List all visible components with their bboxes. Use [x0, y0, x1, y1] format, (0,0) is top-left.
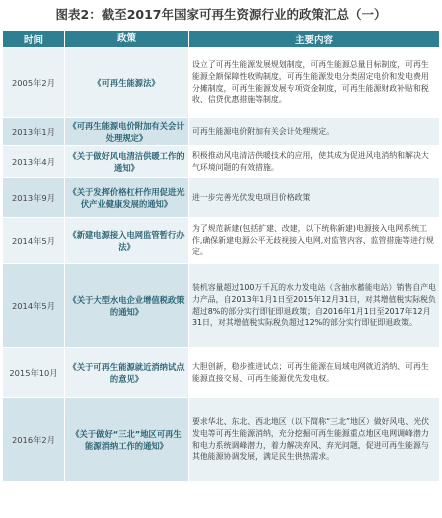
table-row	[3, 48, 440, 118]
row-policy: 《关于做好“三北”地区可再生能源消纳工作的通知》	[65, 398, 189, 482]
page-title: 图表2：截至2017年国家可再生资源行业的政策汇总（一）	[55, 7, 387, 22]
row-content: 设立了可再生能源发展规划制度，可再生能源总量目标制度，可再生能源全额保障性收购制度，可再生能源发电分类固定电价和发电费用分摊制度，可再生能源发展专项资金制度，可再生能源财政补贴和税收、信贷优惠措施等制度。	[189, 48, 440, 118]
row-time: 2013年4月	[3, 146, 65, 178]
row-content: 装机容量超过100万千瓦的水力发电站（含抽水蓄能电站）销售自产电力产品，自2013年1月1日至2015年12月31日，对其增值税实际税负超过8%的部分实行即征即退政策；自2016年1月1日至2017年12月31日，对其增值税实际税负超过12%的部分实行即征即退政策。	[189, 264, 440, 348]
table-row	[3, 118, 440, 146]
table-row	[3, 178, 440, 218]
policy-table	[2, 30, 440, 482]
row-time: 2014年5月	[3, 218, 65, 264]
table-row	[3, 264, 440, 348]
row-content: 大胆创新，稳步推进试点；可再生能源在局域电网就近消纳、可再生能源直接交易、可再生能源优先发电权。	[189, 348, 440, 398]
row-time: 2005年2月	[3, 48, 65, 118]
table-header-row	[3, 31, 440, 48]
row-policy: 《可再生能源法》	[65, 48, 189, 118]
header-policy: 政策	[65, 31, 189, 48]
row-time: 2013年1月	[3, 118, 65, 146]
row-time: 2015年10月	[3, 348, 65, 398]
table-row	[3, 218, 440, 264]
row-content: 要求华北、东北、西北地区（以下简称“三北”地区）做好风电、光伏发电等可再生能源消纳，充分挖掘可再生能源重点地区电网调峰潜力和电力系统调峰潜力，着力解决弃风、弃光问题，促进可再生能源与其他能源协调发展，满足民生供热需求。	[189, 398, 440, 482]
row-policy: 《可再生能源电价附加有关会计处理规定》	[65, 118, 189, 146]
row-content: 进一步完善光伏发电项目价格政策	[189, 178, 440, 218]
row-policy: 《关于发挥价格杠杆作用促进光伏产业健康发展的通知》	[65, 178, 189, 218]
table-row	[3, 146, 440, 178]
table-row	[3, 348, 440, 398]
header-content: 主要内容	[189, 31, 440, 48]
row-policy: 《新建电源接入电网监管暂行办法》	[65, 218, 189, 264]
row-time: 2013年9月	[3, 178, 65, 218]
row-content: 积极推动风电清洁供暖技术的应用，使其成为促进风电消纳和解决大气环境问题的有效措施。	[189, 146, 440, 178]
row-policy: 《关于做好风电清洁供暖工作的通知》	[65, 146, 189, 178]
row-time: 2014年5月	[3, 264, 65, 348]
row-content: 为了规范新建(包括扩建、改建，以下统称新建)电源接入电网系统工作,确保新建电源公平无歧视接入电网,对监管内容、监管措施等进行规定。	[189, 218, 440, 264]
row-policy: 《关于大型水电企业增值税政策的通知》	[65, 264, 189, 348]
row-policy: 《关于可再生能源就近消纳试点的意见》	[65, 348, 189, 398]
table-row	[3, 398, 440, 482]
row-content: 可再生能源电价附加有关会计处理规定。	[189, 118, 440, 146]
header-time: 时间	[3, 31, 65, 48]
row-time: 2016年2月	[3, 398, 65, 482]
